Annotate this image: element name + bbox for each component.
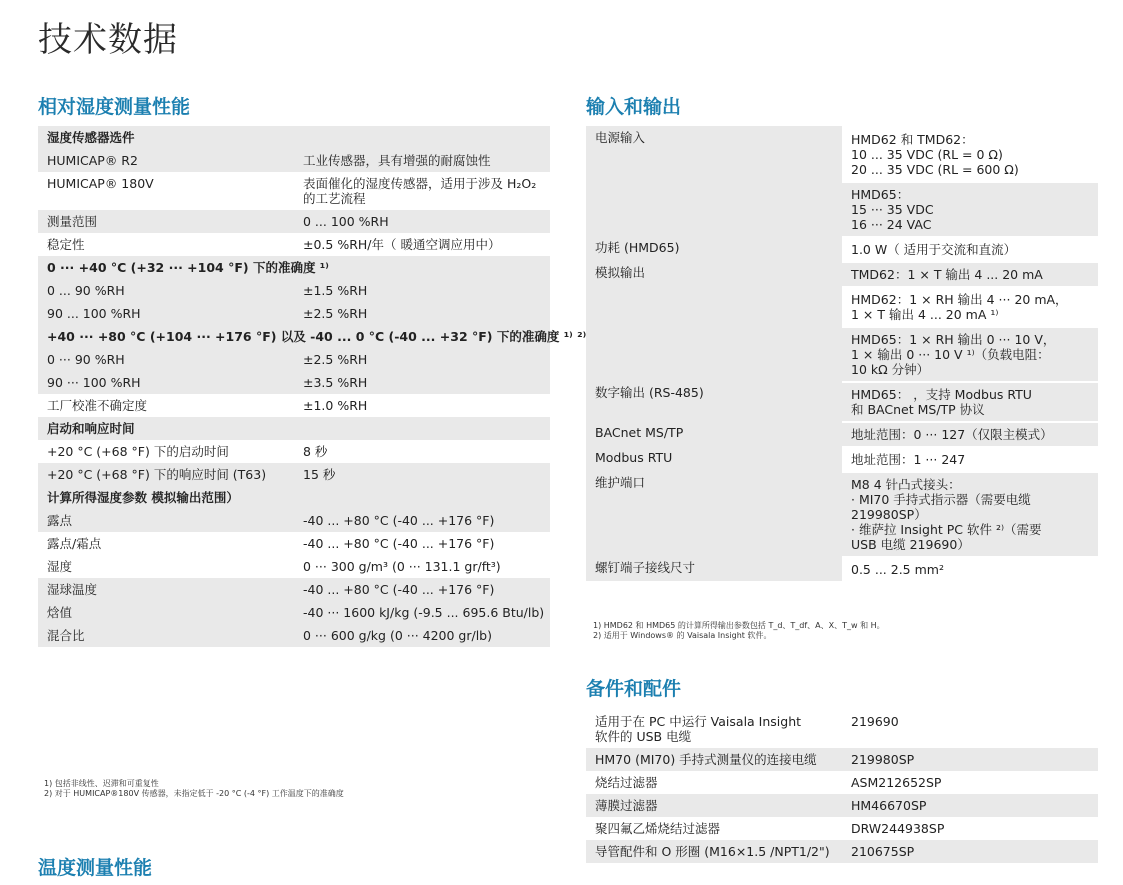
rh-row-value: 0 ··· 600 g/kg (0 ··· 4200 gr/lb) [303, 628, 492, 643]
part-name-line: 聚四氟乙烯烧结过滤器 [595, 821, 721, 836]
part-name-line: 薄膜过滤器 [595, 798, 658, 813]
io-row-label [586, 326, 842, 381]
parts-table-row [586, 771, 1098, 794]
section-title-rh: 相对湿度测量性能 [38, 96, 191, 118]
rh-table-row [38, 555, 550, 578]
part-number: DRW244938SP [851, 821, 945, 836]
rh-row-label: +20 °C (+68 °F) 下的响应时间 (T63) [47, 467, 267, 482]
io-row-value [842, 181, 1098, 236]
io-row-label: 功耗 (HMD65) [586, 236, 842, 261]
rh-row-label: HUMICAP® R2 [47, 153, 138, 168]
rh-row-label: 湿度 [47, 559, 73, 574]
section-title-parts: 备件和配件 [586, 678, 682, 700]
part-number: HM46670SP [851, 798, 927, 813]
part-number: ASM212652SP [851, 775, 942, 790]
io-table-row [586, 326, 1098, 381]
rh-table-row [38, 233, 550, 256]
rh-row-label: 0 ··· 90 %RH [47, 352, 125, 367]
rh-row-value: ±0.5 %RH/年（ 暖通空调应用中） [303, 237, 501, 252]
io-table-row [586, 286, 1098, 326]
parts-table-row [586, 748, 1098, 771]
io-row-value [842, 421, 1098, 446]
rh-row-value: 工业传感器，具有增强的耐腐蚀性 [303, 153, 491, 168]
io-table-row [586, 421, 1098, 446]
io-row-value [842, 556, 1098, 581]
rh-table-row [38, 532, 550, 555]
rh-table-row [38, 172, 550, 210]
io-value-line: HMD65： ，支持 Modbus RTU [851, 387, 1032, 402]
io-value-line: · 维萨拉 Insight PC 软件 ²⁾（需要 [851, 522, 1042, 537]
rh-row-label: 露点 [47, 513, 73, 528]
io-value-line: 和 BACnet MS/TP 协议 [851, 402, 985, 417]
io-value-line: 0.5 ... 2.5 mm² [851, 562, 944, 577]
io-row-label: BACnet MS/TP [586, 421, 842, 446]
rh-table-row [38, 578, 550, 601]
rh-row-value: 8 秒 [303, 444, 328, 459]
rh-row-label: 稳定性 [47, 237, 85, 252]
rh-row-label: 0 ... 90 %RH [47, 283, 125, 298]
rh-table-row [38, 279, 550, 302]
io-value-line: 219980SP） [851, 507, 927, 522]
io-value-line: HMD62：1 × RH 输出 4 ··· 20 mA， [851, 292, 1068, 307]
io-value-line: HMD65： [851, 187, 910, 202]
io-table-row [586, 181, 1098, 236]
io-row-label [586, 286, 842, 326]
rh-row-value: -40 ... +80 °C (-40 ... +176 °F) [303, 536, 495, 551]
rh-row-label: 湿球温度 [47, 582, 98, 597]
rh-table-row [38, 371, 550, 394]
io-row-value [842, 471, 1098, 556]
rh-row-label: 90 ... 100 %RH [47, 306, 141, 321]
rh-row-label: 焓值 [47, 605, 73, 620]
io-value-line: 1.0 W（ 适用于交流和直流） [851, 242, 1017, 257]
rh-row-value: 表面催化的湿度传感器，适用于涉及 H₂O₂ 的工艺流程 [303, 176, 537, 206]
rh-group-header [38, 417, 550, 440]
parts-table [586, 710, 1098, 863]
rh-table-row [38, 601, 550, 624]
io-value-line: 地址范围：0 ··· 127（仅限主模式） [851, 427, 1053, 442]
rh-row-label: 工厂校准不确定度 [47, 398, 148, 413]
io-row-label: 模拟输出 [586, 261, 842, 286]
rh-row-label: 混合比 [47, 628, 85, 643]
part-name [586, 840, 842, 863]
io-footnotes [593, 621, 885, 641]
io-row-value [842, 236, 1098, 261]
page-title: 技术数据 [38, 20, 178, 60]
rh-performance-table [38, 126, 587, 647]
part-name-line: 适用于在 PC 中运行 Vaisala Insight [595, 714, 802, 729]
part-name-line: HM70 (MI70) 手持式测量仪的连接电缆 [595, 752, 817, 767]
io-value-line: 16 ··· 24 VAC [851, 217, 932, 232]
rh-table-row [38, 210, 550, 233]
part-name [586, 794, 842, 817]
parts-table-row [586, 817, 1098, 840]
io-value-line: 10 kΩ 分钟） [851, 362, 930, 377]
rh-footnote-2: 2) 对于 HUMICAP®180V 传感器，未指定低于 -20 °C (-4 °F) 工作温度下的准确度 [44, 789, 344, 798]
rh-table-row [38, 440, 550, 463]
part-name [586, 817, 842, 840]
io-footnote-2: 2) 适用于 Windows® 的 Vaisala Insight 软件。 [593, 631, 772, 640]
part-number: 219980SP [851, 752, 915, 767]
io-row-label [586, 181, 842, 236]
section-title-io: 输入和输出 [586, 96, 682, 118]
part-number: 210675SP [851, 844, 915, 859]
rh-row-value: ±3.5 %RH [303, 375, 368, 390]
rh-table-row [38, 394, 550, 417]
io-row-value [842, 446, 1098, 471]
rh-table-row [38, 463, 550, 486]
rh-group-header [38, 486, 550, 509]
io-value-line: 10 ... 35 VDC (RL = 0 Ω) [851, 147, 1003, 162]
rh-table-row [38, 348, 550, 371]
io-table-row [586, 556, 1098, 581]
part-name [586, 748, 842, 771]
rh-table-row [38, 509, 550, 532]
io-row-label: 数字输出 (RS-485) [586, 381, 842, 421]
io-value-line: HMD62 和 TMD62： [851, 132, 974, 147]
rh-row-value: -40 ... +80 °C (-40 ... +176 °F) [303, 582, 495, 597]
rh-table-row [38, 149, 550, 172]
rh-group-title: +40 ··· +80 °C (+104 ··· +176 °F) 以及 -40 ... 0 °C (-40 ... +32 °F) 下的准确度 ¹⁾ ²⁾ [47, 329, 587, 344]
io-row-value [842, 326, 1098, 381]
rh-footnote-1: 1) 包括非线性、迟滞和可重复性 [44, 779, 159, 788]
io-value-line: HMD65：1 × RH 输出 0 ··· 10 V， [851, 332, 1056, 347]
rh-group-header [38, 256, 550, 279]
io-table-row [586, 126, 1098, 181]
parts-table-row [586, 840, 1098, 863]
io-row-label: 维护端口 [586, 471, 842, 556]
io-value-line: 15 ··· 35 VDC [851, 202, 934, 217]
part-name-line: 导管配件和 O 形圈 (M16×1.5 /NPT1/2") [595, 844, 830, 859]
io-value-line: TMD62：1 × T 输出 4 ... 20 mA [851, 267, 1043, 282]
io-table-row [586, 236, 1098, 261]
rh-row-value: -40 ··· 1600 kJ/kg (-9.5 ... 695.6 Btu/lb) [303, 605, 545, 620]
rh-row-value: ±2.5 %RH [303, 306, 368, 321]
io-row-label: 电源输入 [586, 126, 842, 181]
rh-row-label: 测量范围 [47, 214, 98, 229]
section-title-temperature: 温度测量性能 [38, 857, 153, 879]
rh-row-label: 90 ··· 100 %RH [47, 375, 141, 390]
part-name [586, 771, 842, 794]
io-table-row [586, 446, 1098, 471]
part-name [586, 710, 842, 748]
rh-group-title: 湿度传感器选件 [47, 130, 135, 145]
io-value-line: 地址范围：1 ··· 247 [851, 452, 966, 467]
rh-group-title: 启动和响应时间 [47, 421, 135, 436]
io-value-line: M8 4 针凸式接头： [851, 477, 961, 492]
io-value-line: 1 × T 输出 4 ... 20 mA ¹⁾ [851, 307, 999, 322]
io-table-row [586, 471, 1098, 556]
rh-row-value: 15 秒 [303, 467, 336, 482]
rh-row-value: ±1.5 %RH [303, 283, 368, 298]
rh-row-value: 0 ... 100 %RH [303, 214, 389, 229]
io-footnote-1: 1) HMD62 和 HMD65 的计算所得输出参数包括 T_d、T_df、A、X、T_w 和 H。 [593, 621, 885, 630]
io-row-value [842, 286, 1098, 326]
rh-table-row [38, 624, 550, 647]
rh-table-row [38, 302, 550, 325]
io-value-line: 1 × 输出 0 ··· 10 V ¹⁾（负载电阻： [851, 347, 1050, 362]
io-value-line: · MI70 手持式指示器（需要电缆 [851, 492, 1031, 507]
rh-row-value: -40 ... +80 °C (-40 ... +176 °F) [303, 513, 495, 528]
part-name-line: 烧结过滤器 [595, 775, 658, 790]
rh-group-title: 0 ··· +40 °C (+32 ··· +104 °F) 下的准确度 ¹⁾ [47, 260, 329, 275]
io-table-row [586, 261, 1098, 286]
rh-group-title: 计算所得湿度参数 模拟输出范围） [47, 490, 239, 505]
io-value-line: 20 ... 35 VDC (RL = 600 Ω) [851, 162, 1019, 177]
io-row-label: Modbus RTU [586, 446, 842, 471]
rh-row-value: ±2.5 %RH [303, 352, 368, 367]
io-table [586, 126, 1098, 581]
io-row-label: 螺钉端子接线尺寸 [586, 556, 842, 581]
rh-row-label: 露点/霜点 [47, 536, 102, 551]
parts-table-row [586, 710, 1098, 748]
io-row-value [842, 261, 1098, 286]
io-value-line: USB 电缆 219690） [851, 537, 970, 552]
rh-group-header [38, 126, 550, 149]
io-row-value [842, 126, 1098, 181]
rh-group-header [38, 325, 587, 348]
rh-row-value: ±1.0 %RH [303, 398, 368, 413]
rh-row-label: +20 °C (+68 °F) 下的启动时间 [47, 444, 229, 459]
rh-footnotes [44, 779, 344, 799]
parts-table-row [586, 794, 1098, 817]
part-number: 219690 [851, 714, 899, 729]
io-row-value [842, 381, 1098, 421]
part-name-line: 软件的 USB 电缆 [595, 729, 692, 744]
io-table-row [586, 381, 1098, 421]
rh-row-value: 0 ··· 300 g/m³ (0 ··· 131.1 gr/ft³) [303, 559, 501, 574]
rh-row-label: HUMICAP® 180V [47, 176, 154, 191]
